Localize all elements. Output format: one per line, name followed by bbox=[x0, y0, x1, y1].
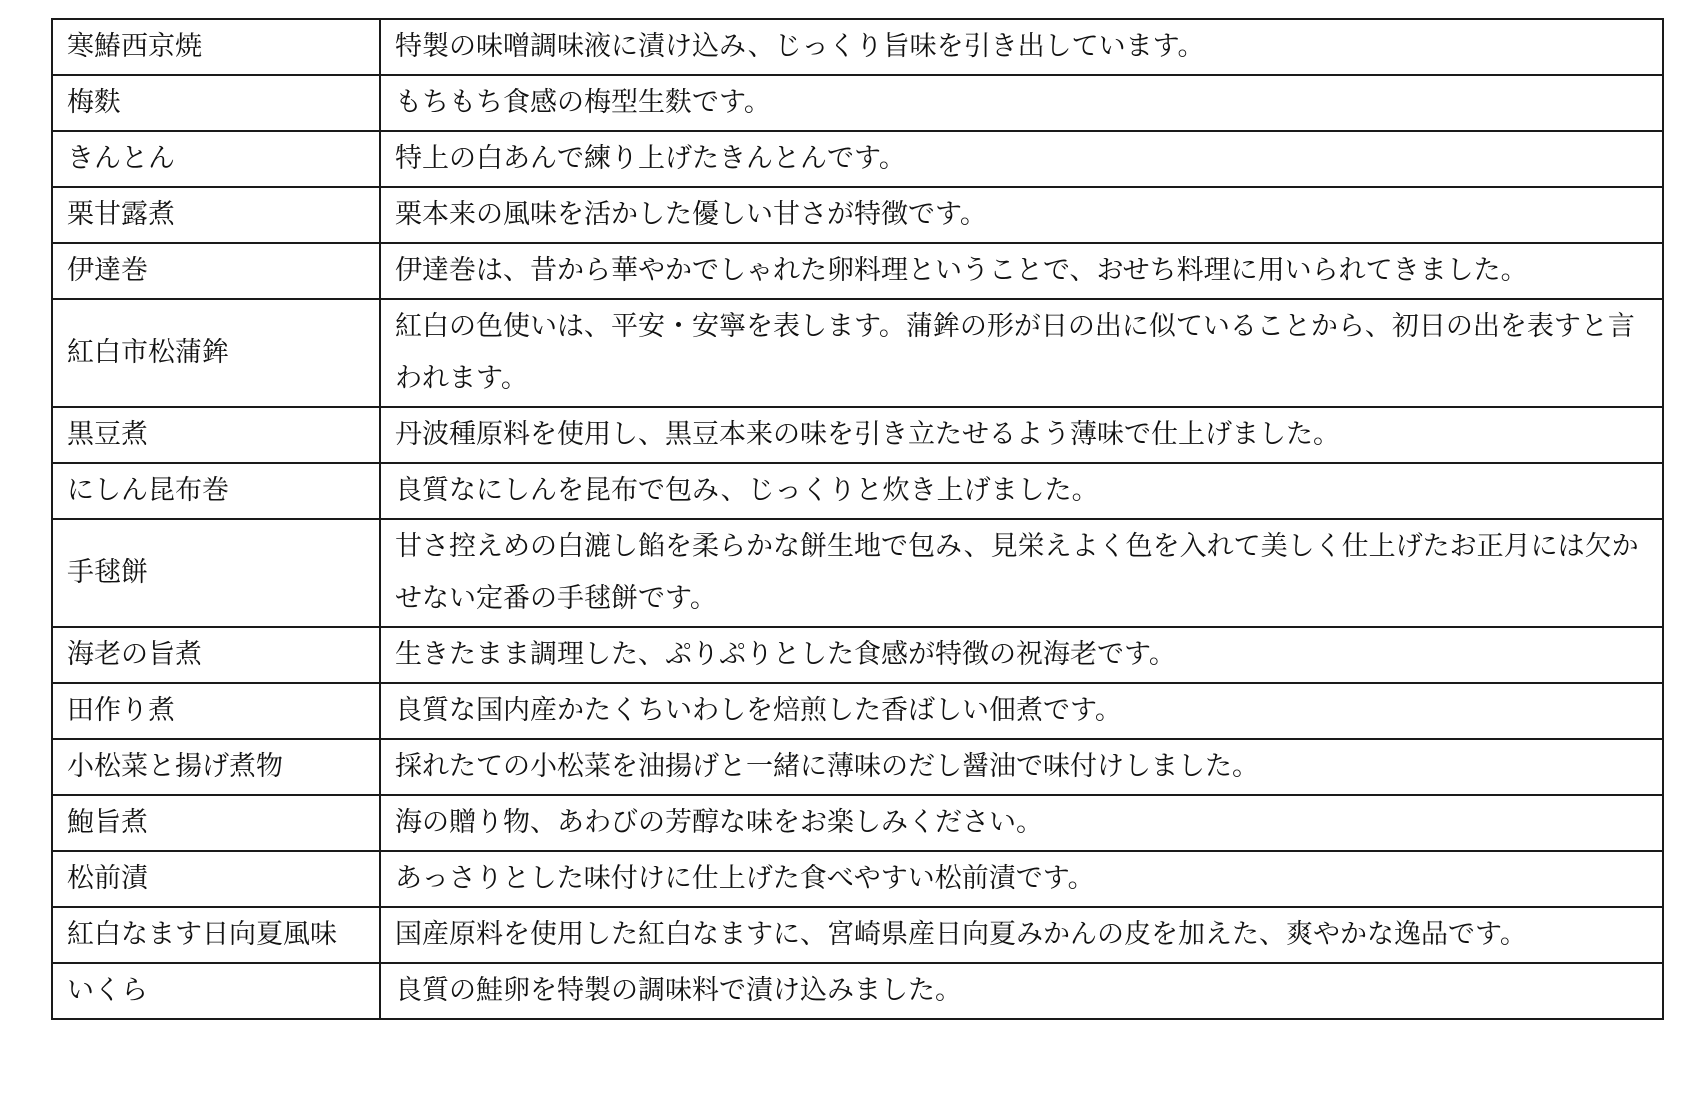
dish-description-cell: 良質なにしんを昆布で包み、じっくりと炊き上げました。 bbox=[380, 463, 1663, 519]
dish-name-cell: 小松菜と揚げ煮物 bbox=[52, 739, 380, 795]
dish-description-cell: 海の贈り物、あわびの芳醇な味をお楽しみください。 bbox=[380, 795, 1663, 851]
dish-name-cell: 伊達巻 bbox=[52, 243, 380, 299]
menu-description-table bbox=[51, 18, 1664, 1020]
dish-description-cell: 特製の味噌調味液に漬け込み、じっくり旨味を引き出しています。 bbox=[380, 19, 1663, 75]
dish-name-cell: 栗甘露煮 bbox=[52, 187, 380, 243]
table-row bbox=[52, 963, 1663, 1019]
dish-name-cell: 海老の旨煮 bbox=[52, 627, 380, 683]
dish-name-cell: 梅麩 bbox=[52, 75, 380, 131]
dish-name-cell: 紅白なます日向夏風味 bbox=[52, 907, 380, 963]
dish-description-cell: 甘さ控えめの白漉し餡を柔らかな餅生地で包み、見栄えよく色を入れて美しく仕上げたお正月には欠かせない定番の手毬餅です。 bbox=[380, 519, 1663, 627]
dish-description-cell: 栗本来の風味を活かした優しい甘さが特徴です。 bbox=[380, 187, 1663, 243]
dish-description-cell: もちもち食感の梅型生麩です。 bbox=[380, 75, 1663, 131]
table-row bbox=[52, 75, 1663, 131]
table-row bbox=[52, 19, 1663, 75]
dish-name-cell: きんとん bbox=[52, 131, 380, 187]
document-page bbox=[51, 18, 1664, 1020]
table-row bbox=[52, 407, 1663, 463]
table-row bbox=[52, 131, 1663, 187]
dish-name-cell: 寒鰆西京焼 bbox=[52, 19, 380, 75]
dish-name-cell: 紅白市松蒲鉾 bbox=[52, 299, 380, 407]
table-row bbox=[52, 851, 1663, 907]
dish-description-cell: 採れたての小松菜を油揚げと一緒に薄味のだし醤油で味付けしました。 bbox=[380, 739, 1663, 795]
dish-name-cell: 田作り煮 bbox=[52, 683, 380, 739]
dish-description-cell: あっさりとした味付けに仕上げた食べやすい松前漬です。 bbox=[380, 851, 1663, 907]
dish-description-cell: 生きたまま調理した、ぷりぷりとした食感が特徴の祝海老です。 bbox=[380, 627, 1663, 683]
dish-name-cell: 松前漬 bbox=[52, 851, 380, 907]
dish-description-cell: 紅白の色使いは、平安・安寧を表します。蒲鉾の形が日の出に似ていることから、初日の出を表すと言われます。 bbox=[380, 299, 1663, 407]
dish-description-cell: 良質の鮭卵を特製の調味料で漬け込みました。 bbox=[380, 963, 1663, 1019]
dish-description-cell: 丹波種原料を使用し、黒豆本来の味を引き立たせるよう薄味で仕上げました。 bbox=[380, 407, 1663, 463]
dish-description-cell: 特上の白あんで練り上げたきんとんです。 bbox=[380, 131, 1663, 187]
table-row bbox=[52, 627, 1663, 683]
table-row bbox=[52, 463, 1663, 519]
table-row bbox=[52, 907, 1663, 963]
dish-name-cell: 鮑旨煮 bbox=[52, 795, 380, 851]
dish-description-cell: 国産原料を使用した紅白なますに、宮崎県産日向夏みかんの皮を加えた、爽やかな逸品です。 bbox=[380, 907, 1663, 963]
table-row bbox=[52, 187, 1663, 243]
table-row bbox=[52, 683, 1663, 739]
table-row bbox=[52, 299, 1663, 407]
table-row bbox=[52, 243, 1663, 299]
dish-description-cell: 伊達巻は、昔から華やかでしゃれた卵料理ということで、おせち料理に用いられてきました。 bbox=[380, 243, 1663, 299]
table-row bbox=[52, 795, 1663, 851]
dish-name-cell: 手毬餅 bbox=[52, 519, 380, 627]
dish-name-cell: 黒豆煮 bbox=[52, 407, 380, 463]
table-row bbox=[52, 739, 1663, 795]
dish-name-cell: いくら bbox=[52, 963, 380, 1019]
dish-description-cell: 良質な国内産かたくちいわしを焙煎した香ばしい佃煮です。 bbox=[380, 683, 1663, 739]
dish-name-cell: にしん昆布巻 bbox=[52, 463, 380, 519]
table-row bbox=[52, 519, 1663, 627]
